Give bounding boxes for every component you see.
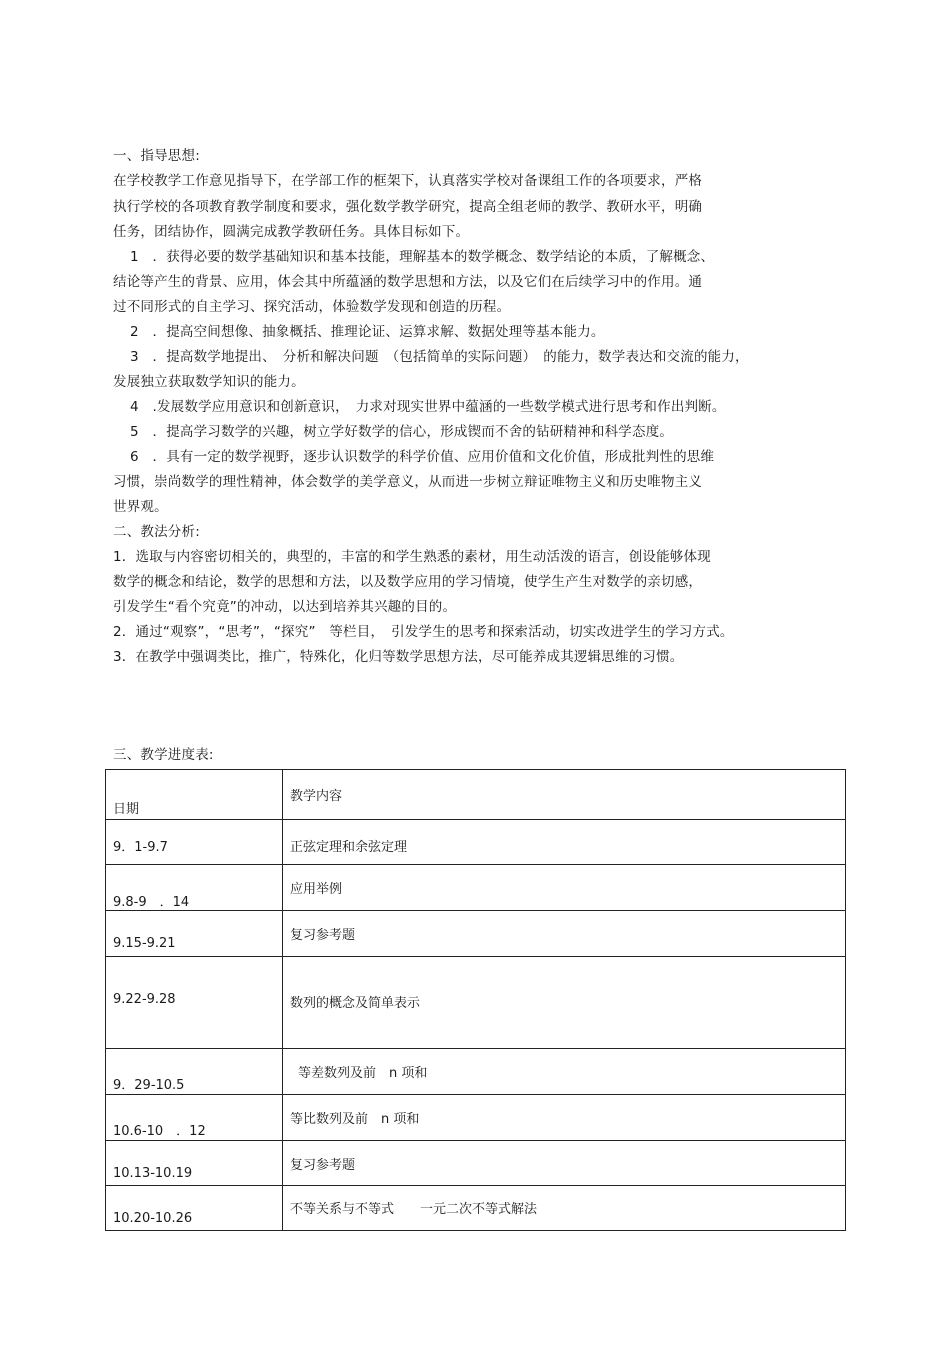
table-row: [106, 1141, 846, 1186]
goal-line: 3 ．提高数学地提出、 分析和解决问题 （包括简单的实际问题） 的能力，数学表达和交流的能力，: [130, 349, 749, 365]
paragraph-line: 执行学校的各项教育教学制度和要求，强化数学教学研究，提高全组老师的教学、教研水平，明确: [113, 199, 703, 215]
goal-line: 5 ．提高学习数学的兴趣，树立学好数学的信心，形成锲而不舍的钻研精神和科学态度。: [130, 424, 674, 440]
row-date: 9.8-9 ．14: [113, 895, 190, 910]
row-content: 正弦定理和余弦定理: [290, 840, 408, 855]
table-row: [106, 957, 846, 1049]
header-content: 教学内容: [290, 789, 343, 804]
row-date: 10.20-10.26: [113, 1211, 193, 1226]
goal-line: 4 .发展数学应用意识和创新意识， 力求对现实世界中蕴涵的一些数学模式进行思考和作出判断。: [130, 399, 726, 415]
table-header-row: [106, 770, 846, 820]
section-heading-schedule: 三、教学进度表:: [113, 747, 214, 763]
row-content: 等差数列及前 n 项和: [298, 1066, 428, 1081]
method-line: 数学的概念和结论，数学的思想和方法，以及数学应用的学习情境，使学生产生对数学的亲切感，: [113, 574, 703, 590]
row-date: 9.22-9.28: [113, 992, 176, 1007]
goal-line: 2 ．提高空间想像、抽象概括、推理论证、运算求解、数据处理等基本能力。: [130, 324, 605, 340]
table-row: [106, 1095, 846, 1141]
paragraph-line: 在学校教学工作意见指导下，在学部工作的框架下，认真落实学校对备课组工作的各项要求，严格: [113, 173, 703, 189]
method-line: 1．选取与内容密切相关的，典型的，丰富的和学生熟悉的素材，用生动活泼的语言，创设能够体现: [113, 549, 711, 565]
goal-line: 世界观。: [113, 499, 168, 515]
table-row: [106, 1049, 846, 1095]
row-content: 复习参考题: [290, 928, 356, 943]
header-date: 日期: [113, 802, 140, 817]
paragraph-line: 任务，团结协作，圆满完成教学教研任务。具体目标如下。: [113, 224, 470, 240]
method-line: 引发学生“看个究竟”的冲动，以达到培养其兴趣的目的。: [113, 599, 457, 615]
goal-line: 结论等产生的背景、应用，体会其中所蕴涵的数学思想和方法，以及它们在后续学习中的作用。通: [113, 274, 703, 290]
section-heading-teaching-method: 二、教法分析:: [113, 524, 200, 540]
row-date: 9.15-9.21: [113, 936, 176, 951]
row-content: 复习参考题: [290, 1158, 356, 1173]
goal-line: 发展独立获取数学知识的能力。: [113, 374, 305, 390]
row-content: 不等关系与不等式 一元二次不等式解法: [290, 1202, 538, 1217]
goal-line: 1 ．获得必要的数学基础知识和基本技能，理解基本的数学概念、数学结论的本质，了解概念、: [130, 249, 715, 265]
row-content: 数列的概念及简单表示: [290, 996, 421, 1011]
row-date: 9．1-9.7: [113, 840, 168, 855]
row-date: 10.13-10.19: [113, 1166, 193, 1181]
row-date: 10.6-10 ．12: [113, 1124, 206, 1139]
goal-line: 过不同形式的自主学习、探究活动，体验数学发现和创造的历程。: [113, 299, 511, 315]
table-row: [106, 820, 846, 865]
goal-line: 6 ．具有一定的数学视野，逐步认识数学的科学价值、应用价值和文化价值，形成批判性的思维: [130, 449, 715, 465]
schedule-table: [105, 769, 846, 1231]
table-row: [106, 1186, 846, 1231]
table-row: [106, 911, 846, 957]
section-heading-guiding-thought: 一、指导思想:: [113, 148, 200, 164]
table-row: [106, 865, 846, 911]
row-content: 应用举例: [290, 882, 343, 897]
goal-line: 习惯，崇尚数学的理性精神，体会数学的美学意义，从而进一步树立辩证唯物主义和历史唯物主义: [113, 474, 703, 490]
method-line: 3．在教学中强调类比，推广，特殊化，化归等数学思想方法，尽可能养成其逻辑思维的习惯。: [113, 649, 684, 665]
method-line: 2．通过“观察”，“思考”，“探究” 等栏目， 引发学生的思考和探索活动，切实改进学生的学习方式。: [113, 624, 734, 640]
row-content: 等比数列及前 n 项和: [290, 1112, 420, 1127]
row-date: 9．29-10.5: [113, 1078, 185, 1093]
